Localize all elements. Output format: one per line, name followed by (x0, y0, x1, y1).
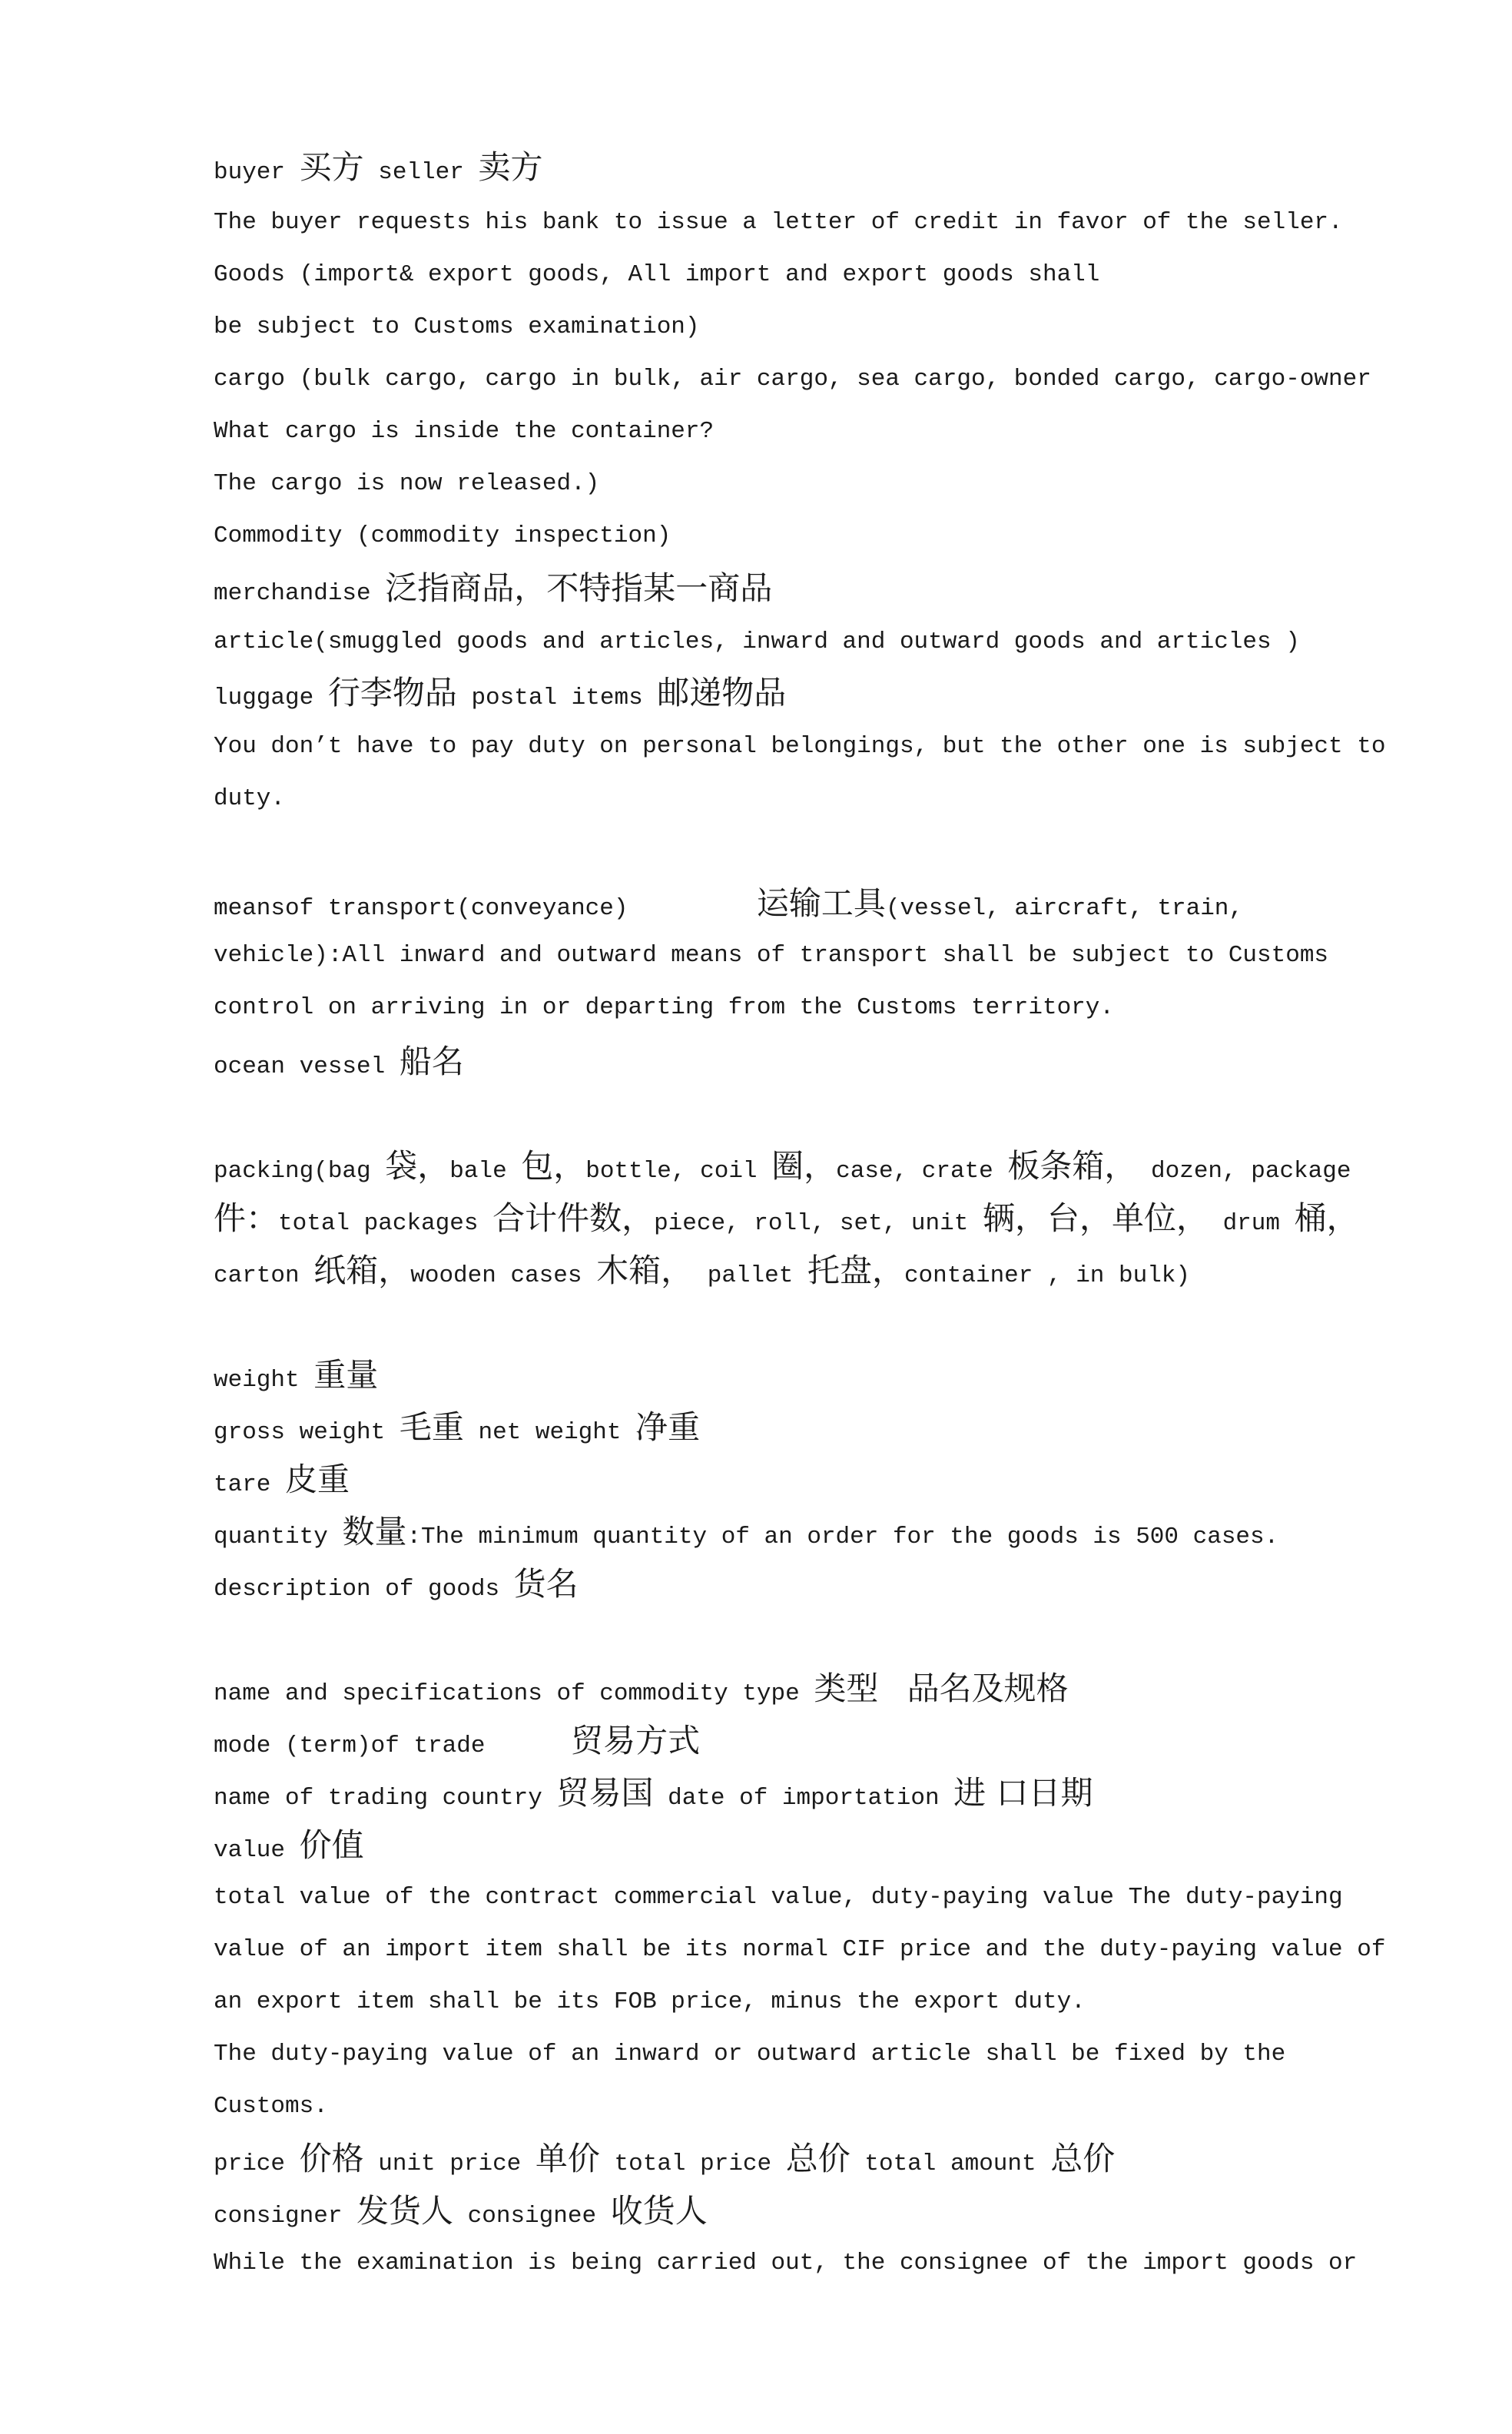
chinese-term: 行李物品 (327, 674, 457, 711)
text-line (214, 2038, 1285, 2071)
text-segment: (vessel, aircraft, train, (885, 895, 1244, 922)
text-segment: bottle, coil (585, 1158, 772, 1185)
text-segment: consignee (453, 2203, 611, 2230)
text-line (214, 730, 1385, 764)
text-segment: meansof transport(conveyance) (214, 895, 757, 922)
text-line (214, 1515, 1278, 1554)
chinese-term: 净重 (635, 1408, 701, 1446)
text-line (214, 939, 1328, 973)
text-segment: mode (term)of trade (214, 1733, 572, 1759)
text-segment: vehicle):All inward and outward means of transport shall be subject to Customs (214, 942, 1329, 969)
text-segment: unit price (363, 2150, 536, 2177)
chinese-term: 总价 (785, 2140, 850, 2177)
chinese-term: 托盘， (807, 1252, 904, 1289)
text-line (214, 2090, 328, 2124)
text-line (214, 258, 1099, 292)
text-line (214, 363, 1371, 396)
text-segment: The buyer requests his bank to issue a letter of credit in favor of the seller. (214, 209, 1343, 236)
chinese-term: 进 口日期 (953, 1774, 1093, 1812)
text-segment: case, crate (836, 1158, 1008, 1185)
text-segment: article(smuggled goods and articles, inward and outward goods and articles ) (214, 628, 1300, 655)
text-line (214, 676, 786, 715)
chinese-term: 皮重 (285, 1461, 350, 1498)
text-line (214, 467, 599, 501)
chinese-term: 贸易国 (556, 1774, 654, 1812)
text-segment: buyer (214, 159, 300, 186)
chinese-term: 发货人 (356, 2192, 454, 2230)
text-line (214, 1045, 464, 1084)
text-segment: packing(bag (214, 1158, 386, 1185)
chinese-term: 纸箱， (313, 1252, 411, 1289)
text-segment: Goods (import& export goods, All import and export goods shall (214, 261, 1100, 288)
text-line (214, 415, 714, 449)
text-segment: total value of the contract commercial value, duty-paying value The duty-paying (214, 1884, 1343, 1911)
text-segment: tare (214, 1471, 286, 1498)
chinese-term: 价格 (299, 2140, 364, 2177)
text-segment: cargo (bulk cargo, cargo in bulk, air cargo, sea cargo, bonded cargo, cargo-owner (214, 366, 1371, 393)
text-line (214, 1463, 350, 1502)
chinese-term: 板条箱， (1007, 1147, 1137, 1185)
text-segment: date of importation (653, 1785, 954, 1812)
text-segment: wooden cases (410, 1262, 597, 1289)
chinese-term: 船名 (399, 1043, 464, 1080)
text-line (214, 148, 543, 190)
text-segment: drum (1208, 1210, 1295, 1237)
text-segment: price (214, 2150, 300, 2177)
text-line (214, 2142, 1115, 2181)
text-line (214, 1826, 364, 1868)
chinese-term: 运输工具 (756, 884, 886, 922)
text-line (214, 1672, 1069, 1711)
text-line (214, 1254, 1190, 1293)
text-segment: name of trading country (214, 1785, 557, 1812)
text-line (214, 625, 1300, 659)
text-line (214, 1933, 1385, 1967)
text-segment: :The minimum quantity of an order for the goods is 500 cases. (406, 1524, 1279, 1550)
chinese-term: 贸易方式 (571, 1722, 701, 1759)
text-segment: pallet (693, 1262, 807, 1289)
chinese-term: 件： (214, 1199, 279, 1237)
chinese-term: 类型 (814, 1670, 879, 1707)
chinese-term: 单价 (535, 2140, 600, 2177)
text-segment: The duty-paying value of an inward or outward article shall be fixed by the (214, 2041, 1286, 2068)
text-line (214, 206, 1343, 240)
text-segment: value (214, 1837, 300, 1864)
text-segment: description of goods (214, 1576, 514, 1603)
text-segment: bale (449, 1158, 522, 1185)
chinese-term: 价值 (299, 1826, 364, 1864)
text-segment: Customs. (214, 2093, 328, 2120)
chinese-term: 收货人 (610, 2192, 708, 2230)
chinese-term: 品名及规格 (907, 1670, 1069, 1707)
text-segment: The cargo is now released.) (214, 470, 600, 497)
chinese-term: 泛指商品，不特指某一商品 (385, 569, 773, 607)
text-line (214, 1567, 579, 1607)
text-segment: total price (599, 2150, 786, 2177)
text-line (214, 2194, 708, 2233)
text-segment: be subject to Customs examination) (214, 313, 700, 340)
text-line (214, 782, 285, 816)
chinese-term: 辆，台，单位， (982, 1199, 1209, 1237)
text-segment: weight (214, 1367, 314, 1394)
chinese-term: 数量 (342, 1513, 407, 1550)
text-line (214, 1985, 1086, 2019)
text-segment: total amount (850, 2150, 1051, 2177)
chinese-term: 货名 (513, 1565, 579, 1603)
text-segment: Commodity (commodity inspection) (214, 522, 671, 549)
text-segment: postal items (456, 685, 658, 711)
text-line (214, 1724, 700, 1763)
text-segment: quantity (214, 1524, 343, 1550)
text-segment: While the examination is being carried out, the consignee of the import goods or (214, 2250, 1358, 2276)
text-segment: seller (363, 159, 479, 186)
text-segment: What cargo is inside the container? (214, 418, 715, 445)
text-segment: control on arriving in or departing from the Customs territory. (214, 994, 1114, 1021)
text-segment: name and specifications of commodity type (214, 1680, 814, 1707)
chinese-term: 邮递物品 (657, 674, 787, 711)
chinese-term: 桶， (1294, 1199, 1359, 1237)
text-segment: an export item shall be its FOB price, minus the export duty. (214, 1988, 1086, 2015)
text-line (214, 1199, 1359, 1241)
text-segment: piece, roll, set, unit (654, 1210, 983, 1237)
text-segment: value of an import item shall be its normal CIF price and the duty-paying value of (214, 1936, 1386, 1963)
text-line (214, 569, 773, 611)
chinese-term: 合计件数， (492, 1199, 655, 1237)
text-line (214, 1149, 1351, 1189)
chinese-term: 卖方 (478, 148, 543, 186)
text-line (214, 991, 1114, 1025)
text-segment: dozen, package (1136, 1158, 1351, 1185)
text-line (214, 884, 1244, 926)
text-segment: total packages (278, 1210, 493, 1237)
chinese-term: 总价 (1050, 2140, 1116, 2177)
text-line (214, 1358, 378, 1398)
chinese-term: 包， (521, 1147, 586, 1185)
text-line (214, 519, 671, 553)
text-line (214, 1776, 1093, 1816)
chinese-term: 买方 (299, 148, 364, 186)
text-line (214, 310, 700, 344)
text-segment: ocean vessel (214, 1053, 400, 1080)
text-segment: merchandise (214, 580, 386, 607)
chinese-term: 圈， (771, 1147, 837, 1185)
chinese-term: 袋， (385, 1147, 450, 1185)
text-segment: consigner (214, 2203, 357, 2230)
chinese-term: 木箱， (596, 1252, 694, 1289)
text-segment: gross weight (214, 1419, 400, 1446)
text-line (214, 1408, 701, 1450)
text-segment: net weight (463, 1419, 636, 1446)
chinese-term: 毛重 (399, 1408, 464, 1446)
text-segment: duty. (214, 785, 286, 812)
text-line (214, 1881, 1343, 1915)
text-segment: luggage (214, 685, 328, 711)
text-segment (878, 1680, 907, 1707)
text-segment: container , in bulk) (904, 1262, 1191, 1289)
text-segment: You don’t have to pay duty on personal belongings, but the other one is subject to (214, 733, 1386, 760)
chinese-term: 重量 (313, 1356, 379, 1394)
text-line (214, 2247, 1357, 2280)
text-segment: carton (214, 1262, 314, 1289)
